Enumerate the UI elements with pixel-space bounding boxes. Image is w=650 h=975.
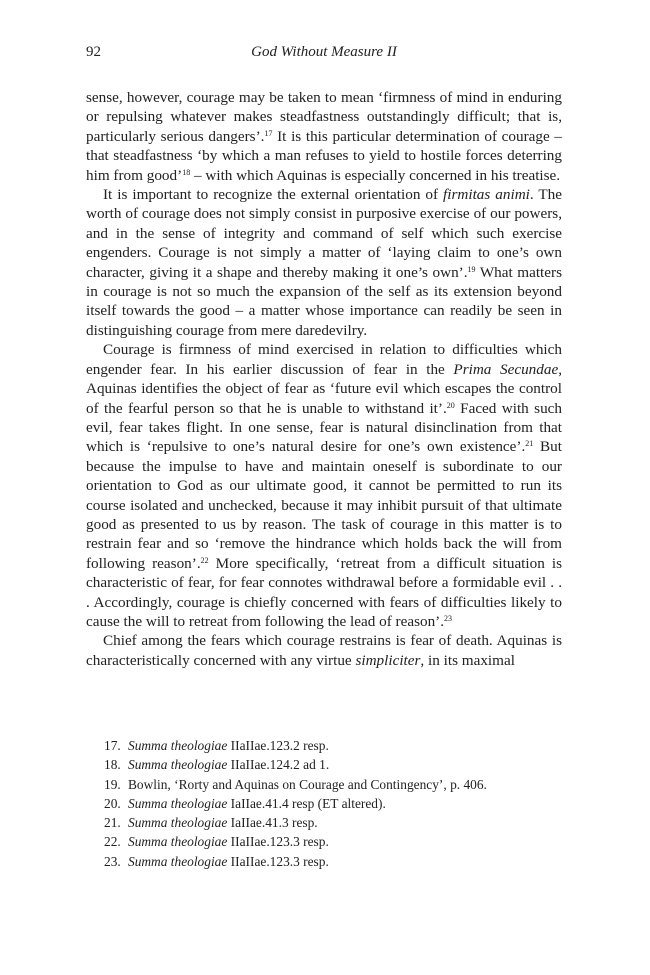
italic-text: Summa theologiae	[128, 738, 228, 753]
footnote-number: 21.	[104, 815, 121, 831]
text-run: Chief among the fears which courage restrains is fear of death. Aquinas is characteristically concerned with any virtue	[86, 632, 562, 669]
footnote-marker: 21	[525, 439, 534, 449]
footnote-number: 18.	[104, 757, 121, 773]
italic-text: Summa theologiae	[128, 834, 228, 850]
text-run: IaIIae.41.4 resp (ET altered).	[227, 795, 386, 811]
text-run: , Aquinas identifies the object of fear as ‘future evil which escapes the control of the fearful person so that he is unable to withstand it’.	[86, 360, 562, 417]
text-run: Bowlin, ‘Rorty and Aquinas on Courage and Contingency’, p. 406.	[128, 776, 487, 792]
text-run: What matters in courage is not so much the expansion of the self as its extension beyond itself towards the good – a matter whose importance can readily be seen in distinguishing courage from mere daredevilry.	[86, 263, 562, 339]
italic-text: Summa theologiae	[128, 795, 228, 811]
paragraph	[86, 88, 562, 185]
paragraph	[86, 185, 562, 340]
paragraph	[86, 340, 562, 631]
italic-text: Prima Secundae	[453, 360, 559, 378]
italic-text: firmitas animi	[443, 186, 530, 204]
footnote-marker: 22	[200, 555, 209, 565]
text-run: sense, however, courage may be taken to mean ‘firmness of mind in enduring or repulsing whatever makes steadfastness outstandingly difficult; that is, particularly serious dangers’.	[86, 89, 562, 145]
footnote-marker: 17	[264, 128, 273, 138]
footnote-number: 22.	[104, 834, 121, 850]
text-run: Courage is firmness of mind exercised in relation to difficulties which engender fear. In his earlier discussion of fear in the	[86, 341, 562, 378]
paragraph	[86, 631, 562, 670]
footnote-text	[128, 834, 329, 849]
page-header	[86, 44, 562, 64]
footnote	[104, 813, 564, 832]
text-run: . The worth of courage does not simply consist in purposive exercise of our powers, and in the sense of integrity and command of self which such exercise engenders. Courage is not simply a matter of ‘laying claim to one’s own character, giving it a shape and thereby making it one’s own’.	[86, 186, 563, 281]
text-run: More specifically, ‘retreat from a difficult situation is characteristic of fear, for fear connotes withdrawal before a formidable evil . . . Accordingly, courage is chiefly concerned with fears of difficulties likely to cause the will to retreat from following the lead of reason’.	[86, 554, 563, 630]
text-run: – with which Aquinas is especially concerned in his treatise.	[190, 166, 561, 184]
footnote-marker: 19	[467, 264, 476, 274]
text-run: Faced with such evil, fear takes flight. In one sense, fear is natural disinclination from that which is ‘repulsive to one’s natural desire for one’s own existence’.	[86, 399, 562, 456]
footnote	[104, 736, 564, 755]
footnote-text	[128, 757, 329, 772]
footnote-text	[128, 777, 487, 792]
footnote-marker: 20	[446, 400, 455, 410]
page-number: 92	[86, 44, 101, 60]
running-title: God Without Measure II	[251, 44, 397, 60]
text-run: IaIIae.41.3 resp.	[227, 815, 318, 831]
text-run: It is this particular determination of courage – that steadfastness ‘by which a man refuses to yield to hostile forces deterring him from good’	[86, 127, 562, 184]
italic-text: Summa theologiae	[128, 757, 228, 773]
text-run: But because the impulse to have and maintain oneself is subordinate to our orientation to God as our ultimate good, it cannot be permitted to run its course isolated and unchecked, because it may inhibit pursuit of that ultimate good as presented to us by reason. The task of courage in this matter is to restrain fear and so ‘remove the hindrance which holds back the will from following reason’.	[86, 438, 562, 572]
text-run: IIaIIae.124.2 ad 1.	[227, 757, 330, 773]
footnote	[104, 794, 564, 813]
main-text	[86, 88, 562, 670]
text-run: It is important to recognize the external orientation of	[103, 186, 444, 204]
italic-text: simpliciter	[355, 651, 421, 669]
footnote-text	[128, 815, 318, 830]
footnote	[104, 755, 564, 774]
text-run: IIaIIae.123.3 resp.	[227, 853, 329, 869]
footnote	[104, 832, 564, 851]
italic-text: Summa theologiae	[128, 853, 228, 869]
footnote-text	[128, 796, 386, 811]
italic-text: Summa theologiae	[128, 815, 228, 831]
footnote	[104, 852, 564, 871]
footnote-number: 17.	[104, 738, 121, 753]
footnote	[104, 775, 564, 794]
footnote-number: 23.	[104, 853, 121, 869]
footnote-text	[128, 854, 329, 869]
footnote-number: 20.	[104, 795, 121, 811]
footnotes	[104, 736, 564, 871]
footnote-marker: 23	[444, 613, 453, 623]
footnote-text	[128, 738, 329, 753]
text-run: IIaIIae.123.3 resp.	[227, 834, 329, 850]
footnote-marker: 18	[182, 167, 191, 177]
footnote-number: 19.	[104, 776, 121, 792]
text-run: , in its maximal	[420, 651, 515, 669]
text-run: IIaIIae.123.2 resp.	[227, 738, 329, 753]
